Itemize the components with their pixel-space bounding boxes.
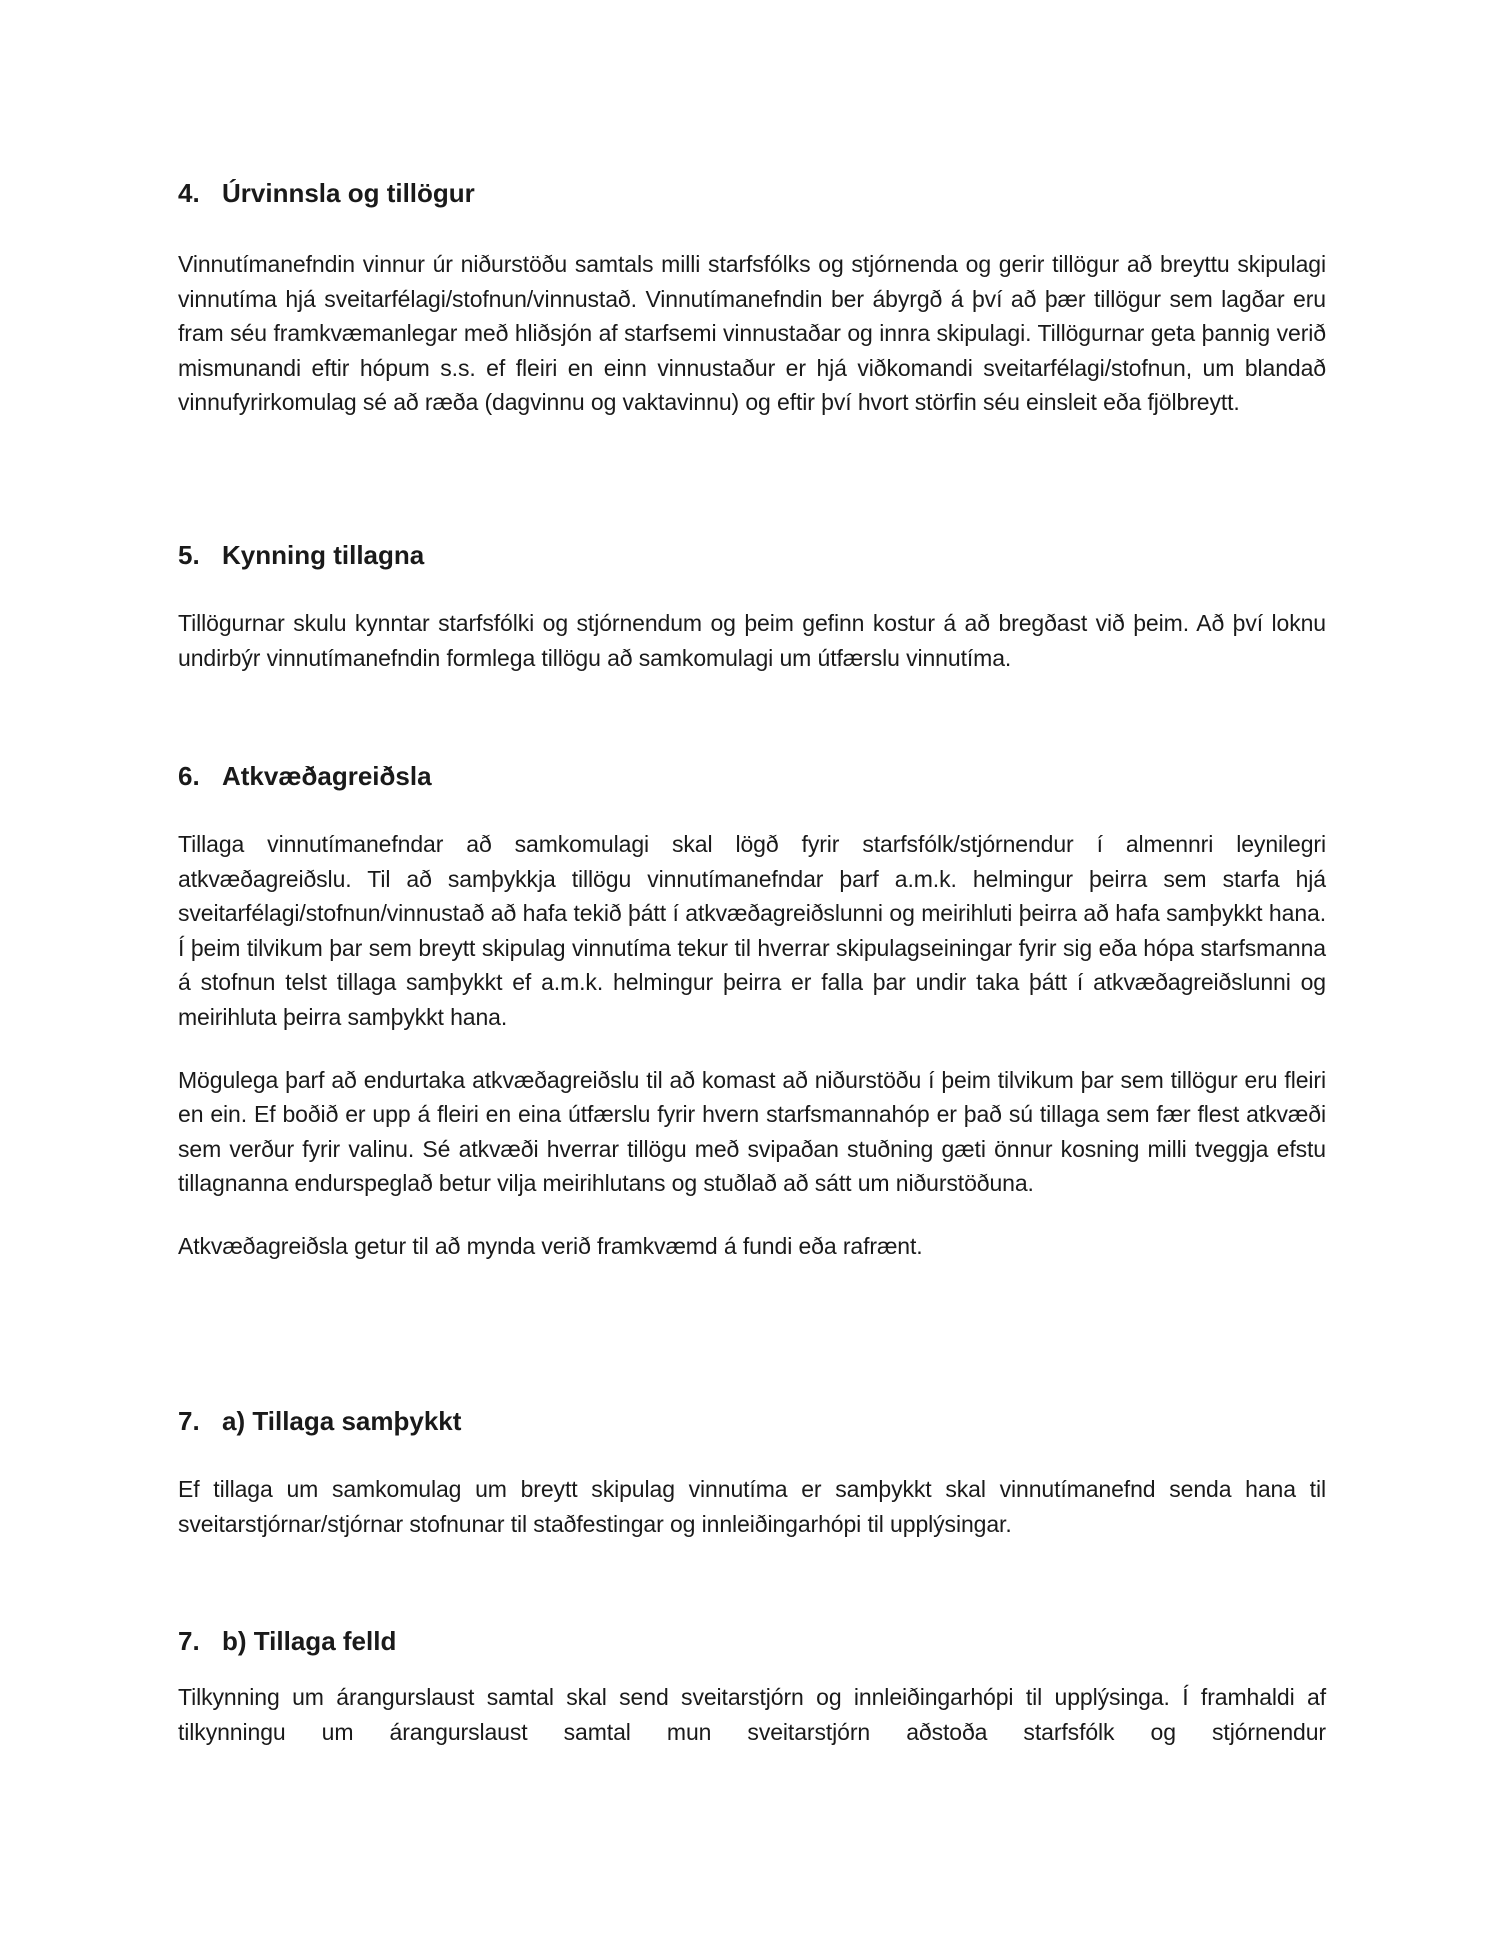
section-paragraph: Tillögurnar skulu kynntar starfsfólki og stjórnendum og þeim gefinn kostur á að bregðast við þeim. Að því loknu undirbýr vinnutímanefndin formlega tillögu að samkomulagi um útfærslu vinnutíma. bbox=[178, 610, 1326, 671]
section-number: 7. bbox=[178, 1406, 200, 1436]
section-title: Úrvinnsla og tillögur bbox=[222, 178, 475, 208]
section-paragraph: Vinnutímanefndin vinnur úr niðurstöðu samtals milli starfsfólks og stjórnenda og gerir tillögur að breyttu skipulagi vinnutíma hjá sveitarfélagi/stofnun/vinnustað. Vinnutímanefndin ber ábyrgð á því að þær tillögur sem lagðar eru fram séu framkvæmanlegar með hliðsjón af starfsemi vinnustaðar og innra skipulagi. Tillögurnar geta þannig verið mismunandi eftir hópum s.s. ef fleiri en einn vinnustaður er hjá viðkomandi sveitarfélagi/stofnun, um blandað vinnufyrirkomulag sé að ræða (dagvinnu og vaktavinnu) og eftir því hvort störfin séu einsleit eða fjölbreytt. bbox=[178, 251, 1326, 416]
section-heading bbox=[178, 538, 1326, 572]
section-paragraph: Ef tillaga um samkomulag um breytt skipulag vinnutíma er samþykkt skal vinnutímanefnd senda hana til sveitarstjórnar/stjórnar stofnunar til staðfestingar og innleiðingarhópi til upplýsingar. bbox=[178, 1476, 1326, 1537]
section-paragraph: Tilkynning um árangurslaust samtal skal send sveitarstjórn og innleiðingarhópi til upplýsinga. Í framhaldi af tilkynningu um árangurslaust samtal mun sveitarstjórn aðstoða starfsfólk og stjórnendur bbox=[178, 1684, 1326, 1745]
section-title: Atkvæðagreiðsla bbox=[222, 761, 432, 791]
section-paragraph: Mögulega þarf að endurtaka atkvæðagreiðslu til að komast að niðurstöðu í þeim tilvikum þar sem tillögur eru fleiri en ein. Ef boðið er upp á fleiri en eina útfærslu fyrir hvern starfsmannahóp er það sú tillaga sem fær flest atkvæði sem verður fyrir valinu. Sé atkvæði hverrar tillögu með svipaðan stuðning gæti önnur kosning milli tveggja efstu tillagnanna endurspeglað betur vilja meirihlutans og stuðlað að sátt um niðurstöðuna. bbox=[178, 1066, 1326, 1197]
section-number: 6. bbox=[178, 761, 200, 791]
section-number: 7. bbox=[178, 1626, 200, 1656]
section-7b bbox=[178, 1624, 1326, 1749]
section-title: Kynning tillagna bbox=[222, 540, 425, 570]
section-heading bbox=[178, 1404, 1326, 1438]
section-6 bbox=[178, 759, 1326, 1264]
section-heading bbox=[178, 176, 1326, 210]
section-number: 5. bbox=[178, 540, 200, 570]
section-number: 4. bbox=[178, 178, 200, 208]
section-heading bbox=[178, 1624, 1326, 1658]
section-paragraph: Atkvæðagreiðsla getur til að mynda verið framkvæmd á fundi eða rafrænt. bbox=[178, 1232, 923, 1259]
section-4 bbox=[178, 176, 1326, 420]
section-paragraph: Tillaga vinnutímanefndar að samkomulagi skal lögð fyrir starfsfólk/stjórnendur í almennri leynilegri atkvæðagreiðslu. Til að samþykkja tillögu vinnutímanefndar þarf a.m.k. helmingur þeirra sem starfa hjá sveitarfélagi/stofnun/vinnustað að hafa tekið þátt í atkvæðagreiðslunni og meirihluti þeirra að hafa samþykkt hana. Í þeim tilvikum þar sem breytt skipulag vinnutíma tekur til hverrar skipulagseiningar fyrir sig eða hópa starfsmanna á stofnun telst tillaga samþykkt ef a.m.k. helmingur þeirra er falla þar undir taka þátt í atkvæðagreiðslunni og meirihluta þeirra samþykkt hana. bbox=[178, 831, 1326, 1030]
section-7a bbox=[178, 1404, 1326, 1541]
section-title: a) Tillaga samþykkt bbox=[222, 1406, 462, 1436]
section-5 bbox=[178, 538, 1326, 675]
section-title: b) Tillaga felld bbox=[222, 1626, 397, 1656]
section-heading bbox=[178, 759, 1326, 793]
